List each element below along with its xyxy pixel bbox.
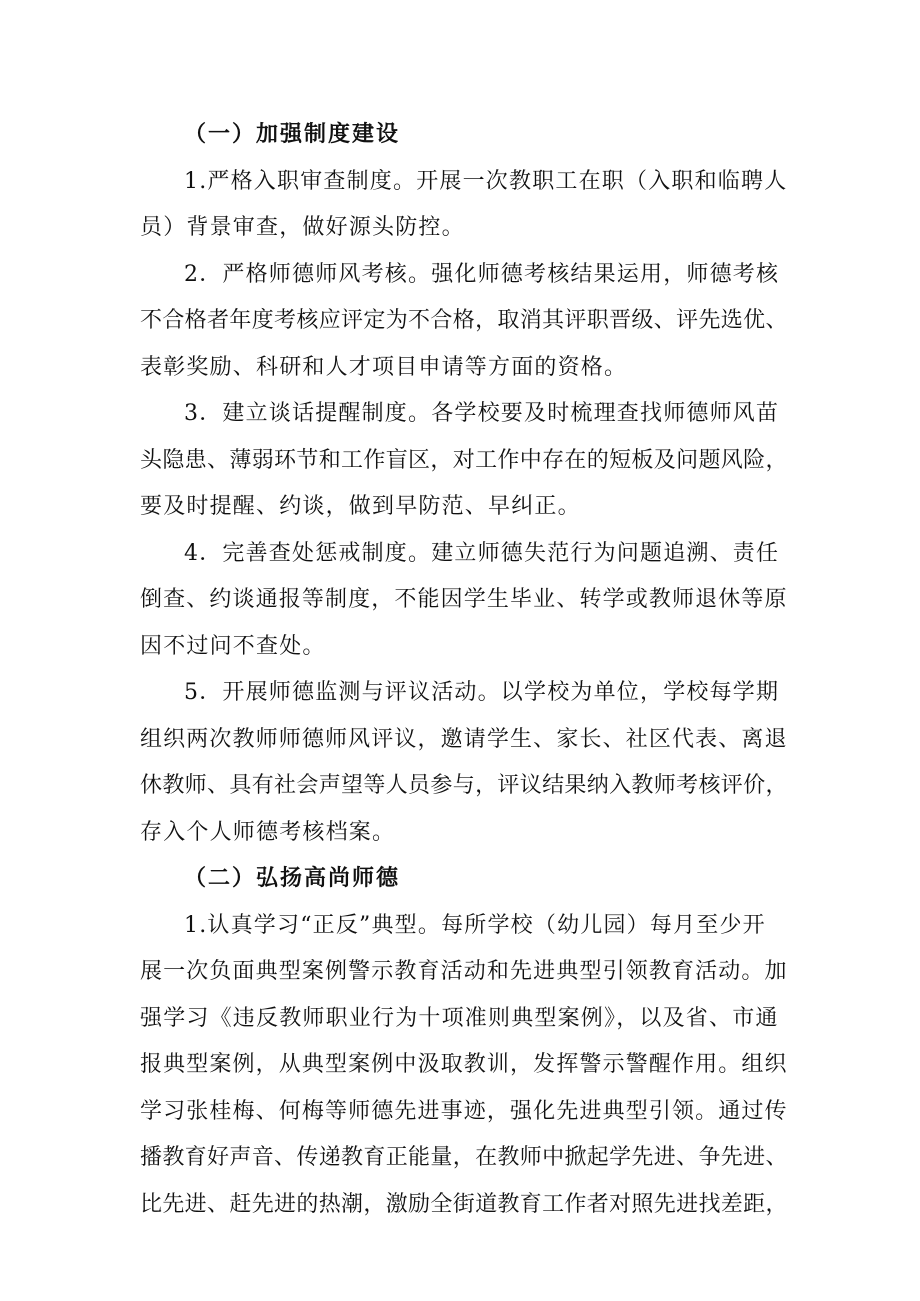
paragraph-line: 展一次负面典型案例警示教育活动和先进典型引领教育活动。加	[140, 959, 788, 984]
section-heading: （二）弘扬高尚师德	[184, 866, 401, 891]
paragraph-line: 员）背景审查，做好源头防控。	[140, 215, 465, 240]
paragraph-line: 要及时提醒、约谈，做到早防范、早纠正。	[140, 494, 581, 519]
paragraph-first-line: 2．严格师德师风考核。强化师德考核结果运用，师德考核	[184, 261, 780, 287]
paragraph-first-line: 5．开展师德监测与评议活动。以学校为单位，学校每学期	[184, 680, 780, 705]
paragraph-line: 学习张桂梅、何梅等师德先进事迹，强化先进典型引领。通过传	[140, 1098, 788, 1124]
paragraph-line: 表彰奖励、科研和人才项目申请等方面的资格。	[140, 354, 628, 380]
paragraph-line: 报典型案例，从典型案例中汲取教训，发挥警示警醒作用。组织	[140, 1052, 788, 1077]
paragraph-first-line: 1.严格入职审查制度。开展一次教职工在职（入职和临聘人	[184, 168, 788, 194]
paragraph-line: 因不过问不查处。	[140, 633, 326, 659]
paragraph-line: 不合格者年度考核应评定为不合格，取消其评职晋级、评先选优、	[140, 308, 788, 333]
paragraph-line: 比先进、赶先进的热潮，激励全街道教育工作者对照先进找差距，	[140, 1191, 788, 1217]
paragraph-first-line: 1.认真学习“正反”典型。每所学校（幼儿园）每月至少开	[184, 912, 766, 938]
paragraph-line: 休教师、具有社会声望等人员参与，评议结果纳入教师考核评价，	[140, 773, 788, 798]
paragraph-line: 头隐患、薄弱环节和工作盲区，对工作中存在的短板及问题风险，	[140, 447, 788, 473]
paragraph-first-line: 3．建立谈话提醒制度。各学校要及时梳理查找师德师风苗	[184, 401, 780, 426]
paragraph-first-line: 4．完善查处惩戒制度。建立师德失范行为问题追溯、责任	[184, 540, 780, 566]
section-heading: （一）加强制度建设	[184, 122, 401, 147]
paragraph-line: 组织两次教师师德师风评议，邀请学生、家长、社区代表、离退	[140, 726, 788, 752]
paragraph-line: 存入个人师德考核档案。	[140, 819, 396, 845]
paragraph-line: 播教育好声音、传递教育正能量，在教师中掀起学先进、争先进、	[140, 1145, 788, 1170]
document-body	[140, 112, 788, 1228]
paragraph-line: 强学习《违反教师职业行为十项准则典型案例》，以及省、市通	[140, 1005, 779, 1031]
paragraph-line: 倒查、约谈通报等制度，不能因学生毕业、转学或教师退休等原	[140, 587, 788, 612]
